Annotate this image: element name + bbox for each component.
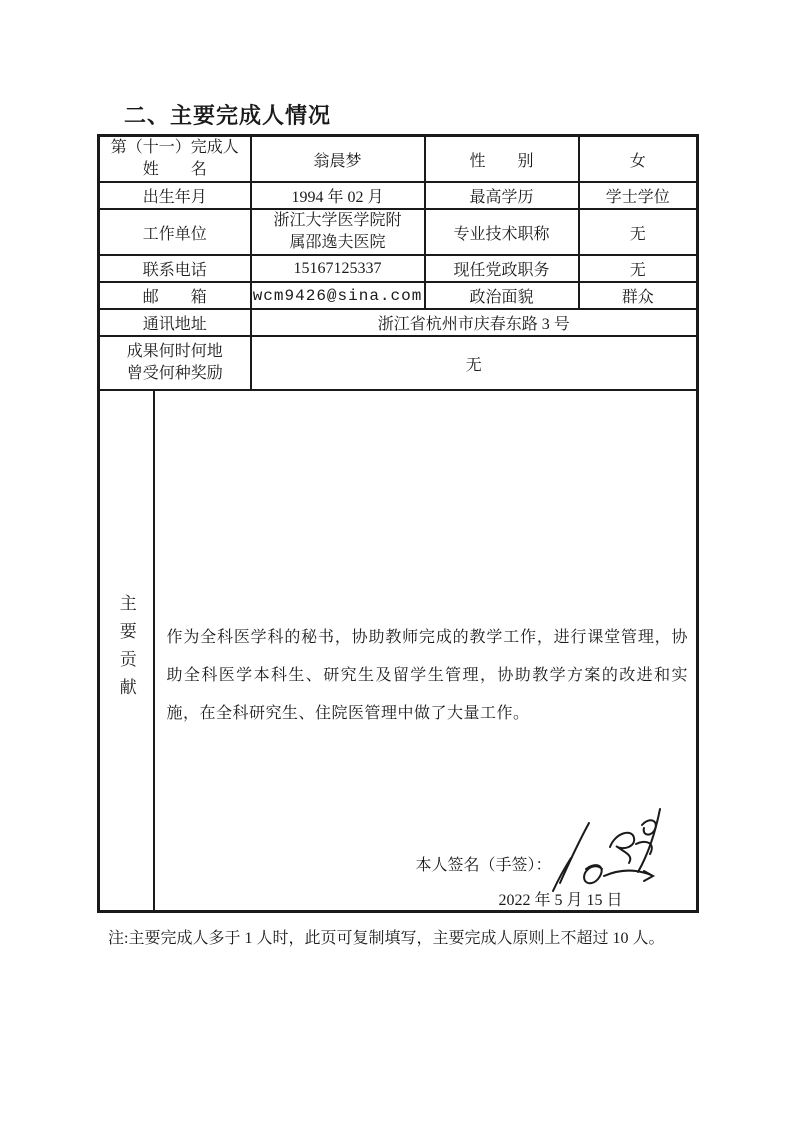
- email-label-cell: 邮 箱: [99, 282, 251, 309]
- gender-value-cell: 女: [579, 136, 698, 183]
- contribution-label-cell: [99, 390, 154, 911]
- political-value-cell: 群众: [579, 282, 698, 309]
- education-value-cell: 学士学位: [579, 182, 698, 209]
- birth-value-cell: 1994 年 02 月: [251, 182, 425, 209]
- signature-date: 2022 年 5 月 15 日: [498, 892, 623, 909]
- education-label-cell: 最高学历: [425, 182, 579, 209]
- section-title: 二、主要完成人情况: [124, 103, 332, 128]
- award-label-line1: 成果何时何地: [126, 343, 223, 360]
- table-row: [99, 136, 698, 183]
- work-unit-value-cell: [251, 209, 425, 255]
- award-label-line2: 曾受何种奖励: [126, 365, 223, 382]
- name-value-cell: 翁晨梦: [251, 136, 425, 183]
- party-post-value-cell: 无: [579, 255, 698, 282]
- political-label-cell: 政治面貌: [425, 282, 579, 309]
- name-label-cell: [99, 136, 251, 183]
- footnote: 注:主要完成人多于 1 人时，此页可复制填写，主要完成人原则上不超过 10 人。: [108, 930, 665, 947]
- award-value-cell: 无: [251, 336, 698, 390]
- table-row: [99, 309, 698, 336]
- address-label-cell: 通讯地址: [99, 309, 251, 336]
- gender-label-cell: 性 别: [425, 136, 579, 183]
- phone-value-cell: 15167125337: [251, 255, 425, 282]
- name-label-line2: 姓 名: [142, 161, 207, 178]
- contribution-label: 主要贡献: [116, 594, 136, 707]
- work-unit-value-line2: 属邵逸夫医院: [289, 234, 386, 251]
- name-label-line1: 第（十一）完成人: [110, 139, 239, 156]
- completer-info-table: [97, 134, 699, 913]
- party-post-label-cell: 现任党政职务: [425, 255, 579, 282]
- tech-title-value-cell: 无: [579, 209, 698, 255]
- table-row: [99, 209, 698, 255]
- contribution-content-cell: [154, 390, 698, 911]
- birth-label-cell: 出生年月: [99, 182, 251, 209]
- table-row: [99, 336, 698, 390]
- work-unit-value-line1: 浙江大学医学院附: [273, 212, 402, 229]
- contribution-text: 作为全科医学科的秘书，协助教师完成的教学工作，进行课堂管理，协助全科医学本科生、研究生及留学生管理，协助教学方案的改进和实施，在全科研究生、住院医管理中做了大量工作。: [166, 629, 689, 723]
- tech-title-label-cell: 专业技术职称: [425, 209, 579, 255]
- handwritten-signature-image: [546, 803, 668, 897]
- table-row: [99, 390, 698, 911]
- signature-label: 本人签名（手签）：: [415, 857, 552, 874]
- table-row: [99, 182, 698, 209]
- address-value-cell: 浙江省杭州市庆春东路 3 号: [251, 309, 698, 336]
- table-row: [99, 282, 698, 309]
- table-row: [99, 255, 698, 282]
- award-label-cell: [99, 336, 251, 390]
- phone-label-cell: 联系电话: [99, 255, 251, 282]
- work-unit-label-cell: 工作单位: [99, 209, 251, 255]
- email-value-cell: wcm9426@sina.com: [251, 282, 425, 309]
